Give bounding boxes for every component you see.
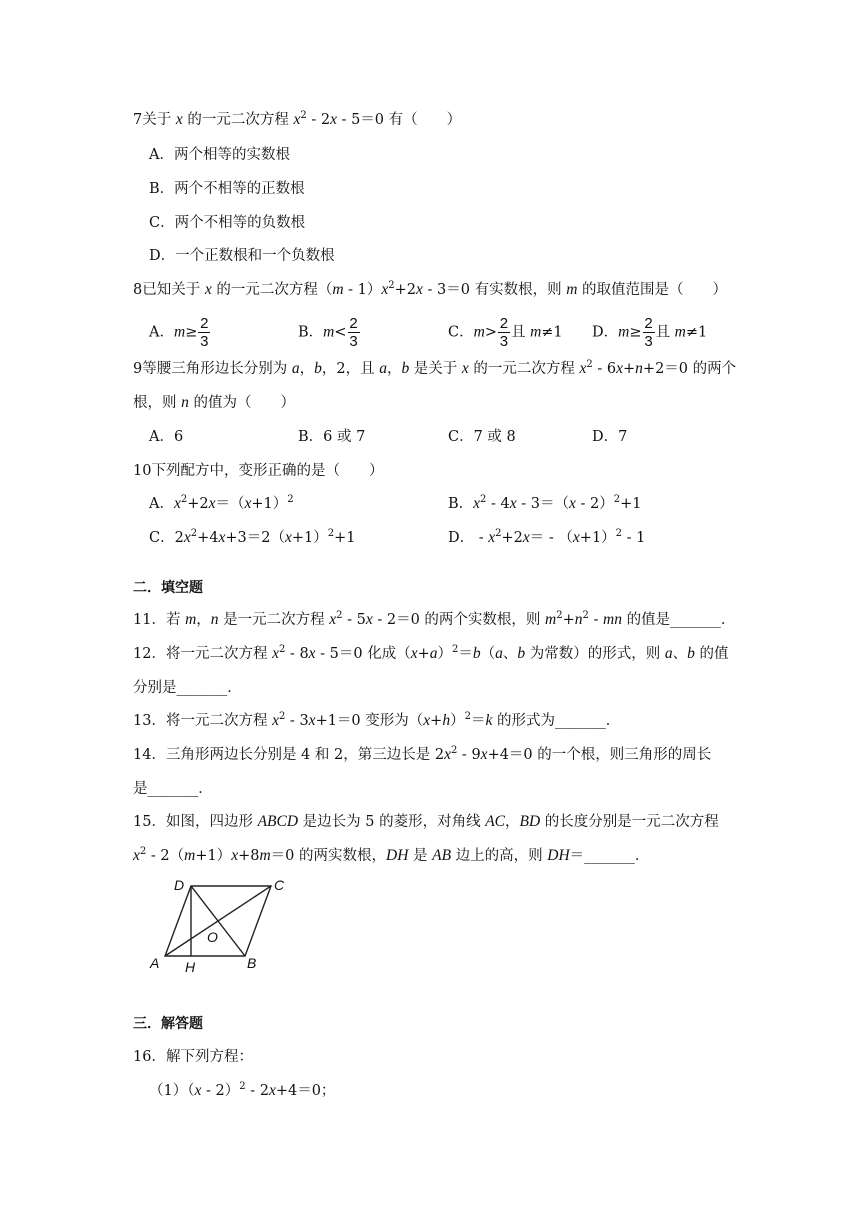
q7-option-b: B．两个不相等的正数根 — [149, 181, 305, 197]
label-h: H — [185, 959, 196, 975]
q11: 11．若 m，n 是一元二次方程 $x^2 - 5x - 2=0$ 的两个实数根，则 $m^2+n^2$ - mn 的值是_______． — [133, 610, 736, 628]
label-d: D — [174, 877, 185, 893]
q9-stem-line1: 9等腰三角形边长分别为 a，b，2，且 a，b 是关于 x 的一元二次方程 $x^2 - 6x+n+2=0$ 的两个 — [133, 359, 737, 377]
q16-part1: （1）（x - 2）$^2$ - 2x+4＝0； — [149, 1081, 336, 1099]
q7-option-c: C．两个不相等的负数根 — [149, 215, 306, 231]
section-heading-fill-blank: 二．填空题 — [133, 580, 203, 596]
q8-option-d: D．m≥ $\frac{2}{3}$ 且 m≠1 — [592, 315, 708, 350]
q7-option-d: D．一个正数根和一个负数根 — [149, 248, 335, 264]
label-c: C — [274, 877, 285, 893]
q15-line2: $x^2 - 2(m+1)x+8m=0$ 的两实数根，DH 是 AB 边上的高，则 DH＝_______． — [133, 846, 650, 864]
q12-line2: 分别是_______． — [133, 680, 242, 696]
q8-option-a: A．m≥ $\frac{2}{3}$ — [149, 315, 209, 350]
q10-stem: 10下列配方中，变形正确的是（ ） — [133, 463, 384, 479]
fraction-two-thirds: $\frac{2}{3}$ — [644, 315, 653, 350]
q16-stem: 16．解下列方程： — [133, 1049, 253, 1065]
q8-option-c: C．m> $\frac{2}{3}$ 且 m≠1 — [448, 315, 563, 350]
q8-stem: 8已知关于 x 的一元二次方程$(m - 1)x^2+2x - 3=0$ 有实数根，则 m 的取值范围是（ ） — [133, 280, 728, 298]
q10-option-a: A．$x^2+2x=(x+1)^2$ — [149, 494, 294, 512]
q10-option-d: D． - $x^2+2x= - (x+1)^2 - 1$ — [448, 528, 646, 546]
q14-line1: 14．三角形两边长分别是 4 和 2，第三边长是 $2x^2 - 9x+4=0$ 的一个根，则三角形的周长 — [133, 745, 712, 763]
q10-option-b: B．$x^2 - 4x - 3=(x - 2)^2+1$ — [448, 494, 642, 512]
q9-option-d: D．7 — [592, 429, 628, 445]
q13: 13．将一元二次方程 $x^2 - 3x+1=0$ 变形为$(x+h)^2=k$ 的形式为_______． — [133, 711, 621, 729]
fraction-two-thirds: $\frac{2}{3}$ — [349, 315, 358, 350]
rhombus-figure — [145, 873, 295, 977]
q7-option-a: A．两个相等的实数根 — [149, 147, 290, 163]
q9-option-c: C．7 或 8 — [448, 429, 516, 445]
label-o: O — [207, 929, 218, 945]
q9-option-a: A．6 — [149, 429, 184, 445]
q8-option-b: B．m< $\frac{2}{3}$ — [298, 315, 358, 350]
diagonal-ac — [165, 886, 271, 956]
label-b: B — [247, 955, 257, 971]
q10-option-c: C．$2x^2+4x+3=2(x+1)^2+1$ — [149, 528, 356, 546]
q9-stem-line2: 根，则 n 的值为（ ） — [133, 394, 295, 411]
q12-line1: 12．将一元二次方程 $x^2 - 8x - 5=0$ 化成$(x+a)^2=b(a$、b 为常数）的形式，则 a、b 的值 — [133, 644, 729, 662]
section-heading-solve: 三．解答题 — [133, 1016, 203, 1032]
q7-stem: 7关于 x 的一元二次方程 $x^2 - 2x - 5=0$ 有（ ） — [133, 110, 462, 128]
label-a: A — [150, 955, 160, 971]
q9-option-b: B．6 或 7 — [298, 429, 366, 445]
fraction-two-thirds: $\frac{2}{3}$ — [499, 315, 509, 350]
q14-line2: 是_______． — [133, 781, 213, 797]
q15-line1: 15．如图，四边形 ABCD 是边长为 5 的菱形，对角线 AC，BD 的长度分别是一元二次方程 — [133, 813, 719, 830]
fraction-two-thirds: $\frac{2}{3}$ — [200, 315, 209, 350]
